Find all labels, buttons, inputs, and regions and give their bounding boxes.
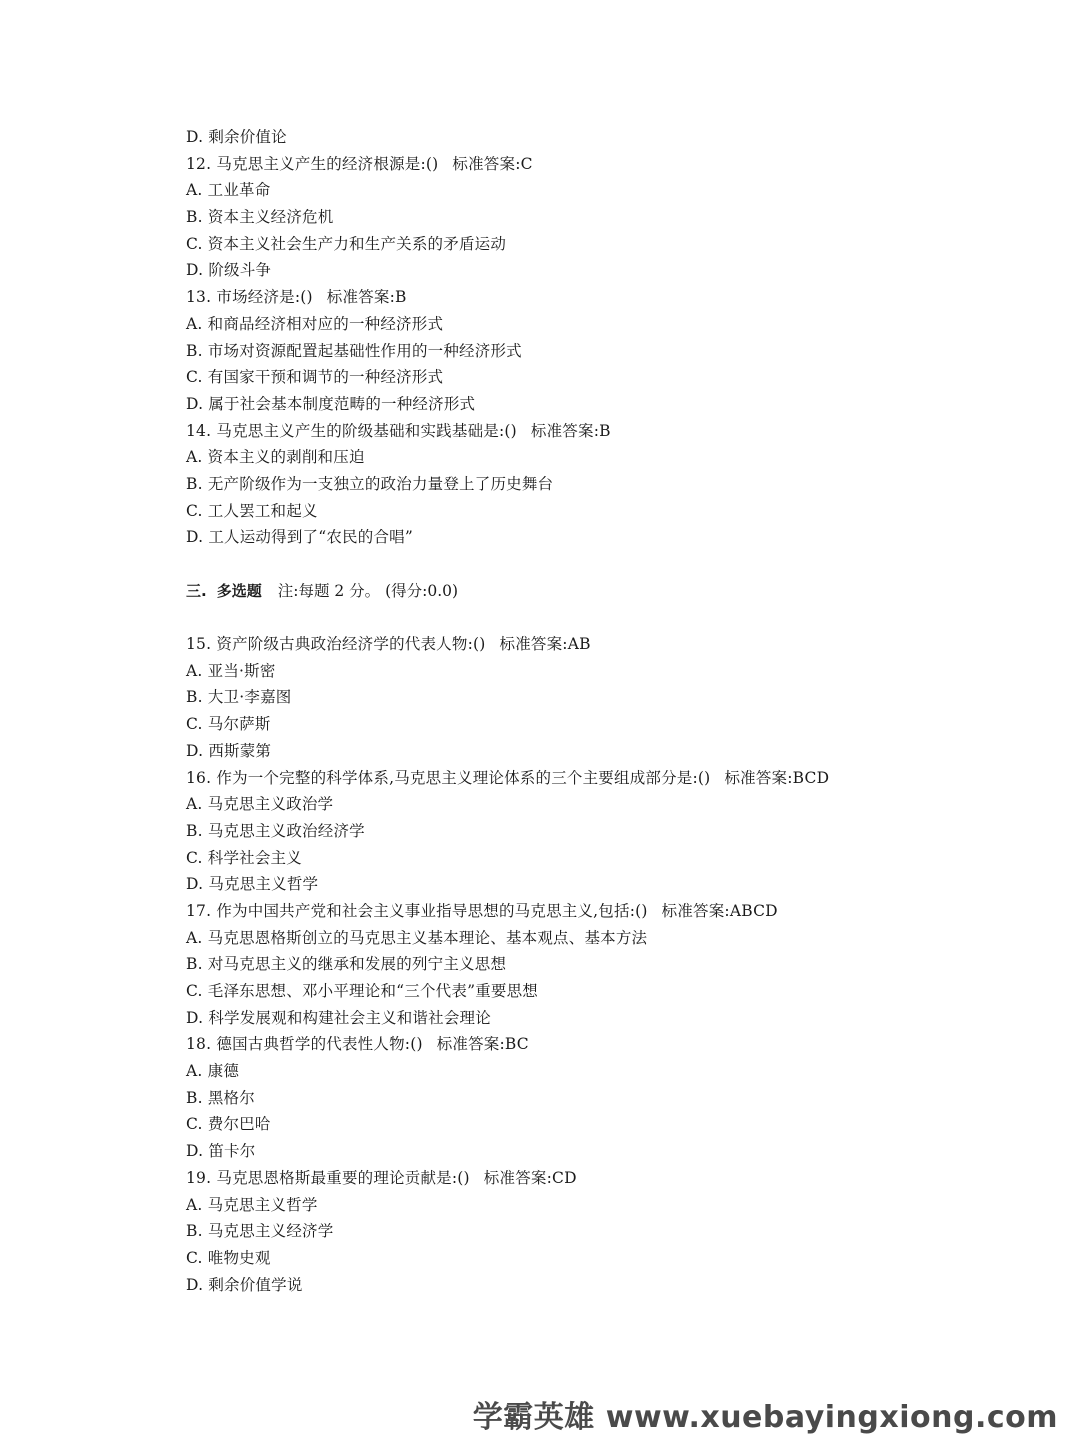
- option-line: C. 工人罢工和起义: [186, 501, 318, 520]
- standard-answer: 标准答案:BC: [436, 1035, 529, 1054]
- question-line: [186, 898, 1006, 925]
- questions-part-before-section: [186, 124, 1006, 551]
- option-line: A. 资本主义的剥削和压迫: [186, 448, 365, 467]
- question-line: [186, 765, 1006, 792]
- blank-line: [186, 604, 1006, 631]
- question-text: 16. 作为一个完整的科学体系,马克思主义理论体系的三个主要组成部分是:(): [186, 768, 711, 787]
- question-line: [186, 284, 1006, 311]
- question-text: 15. 资产阶级古典政治经济学的代表人物:(): [186, 635, 486, 654]
- option-line: A. 马克思恩格斯创立的马克思主义基本理论、基本观点、基本方法: [186, 928, 648, 947]
- option-line: D. 笛卡尔: [186, 1142, 256, 1161]
- option-line: B. 无产阶级作为一支独立的政治力量登上了历史舞台: [186, 474, 554, 493]
- option-line: C. 唯物史观: [186, 1248, 271, 1267]
- standard-answer: 标准答案:C: [452, 154, 533, 173]
- standard-answer: 标准答案:ABCD: [661, 901, 778, 920]
- site-watermark: 学霸英雄 www.xuebayingxiong.com: [472, 1400, 1058, 1435]
- option-line: A. 康德: [186, 1062, 240, 1081]
- option-line: D. 属于社会基本制度范畴的一种经济形式: [186, 394, 476, 413]
- question-line: [186, 1031, 1006, 1058]
- question-line: [186, 151, 1006, 178]
- question-text: 12. 马克思主义产生的经济根源是:(): [186, 154, 439, 173]
- option-line: A. 工业革命: [186, 181, 271, 200]
- option-line: C. 资本主义社会生产力和生产关系的矛盾运动: [186, 234, 507, 253]
- section-heading: [186, 578, 1006, 605]
- option-line: B. 市场对资源配置起基础性作用的一种经济形式: [186, 341, 522, 360]
- question-line: [186, 631, 1006, 658]
- standard-answer: 标准答案:CD: [483, 1168, 577, 1187]
- option-line: C. 马尔萨斯: [186, 715, 271, 734]
- standard-answer: 标准答案:B: [530, 421, 611, 440]
- option-line: D. 剩余价值论: [186, 128, 287, 146]
- option-line: C. 毛泽东思想、邓小平理论和“三个代表”重要思想: [186, 982, 539, 1000]
- question-text: 19. 马克思恩格斯最重要的理论贡献是:(): [186, 1168, 470, 1187]
- section-number: 三.: [186, 581, 207, 600]
- questions-part-after-section: [186, 631, 1006, 1298]
- standard-answer: 标准答案:AB: [499, 635, 591, 654]
- blank-line: [186, 551, 1006, 578]
- option-line: D. 西斯蒙第: [186, 741, 272, 760]
- section-title: 多选题: [216, 581, 262, 600]
- option-line: B. 黑格尔: [186, 1088, 255, 1107]
- question-line: [186, 418, 1006, 445]
- option-line: A. 马克思主义政治学: [186, 795, 334, 814]
- option-line: D. 马克思主义哲学: [186, 875, 319, 894]
- standard-answer: 标准答案:B: [326, 288, 407, 307]
- option-line: B. 大卫·李嘉图: [186, 688, 292, 707]
- question-text: 14. 马克思主义产生的阶级基础和实践基础是:(): [186, 421, 517, 440]
- question-text: 17. 作为中国共产党和社会主义事业指导思想的马克思主义,包括:(): [186, 901, 648, 920]
- option-line: D. 科学发展观和构建社会主义和谐社会理论: [186, 1008, 491, 1027]
- question-text: 18. 德国古典哲学的代表性人物:(): [186, 1035, 423, 1054]
- option-line: D. 工人运动得到了“农民的合唱”: [186, 528, 413, 547]
- question-line: [186, 1165, 1006, 1192]
- option-line: D. 阶级斗争: [186, 261, 272, 280]
- question-text: 13. 市场经济是:(): [186, 288, 313, 307]
- option-line: C. 费尔巴哈: [186, 1115, 271, 1134]
- option-line: C. 科学社会主义: [186, 848, 302, 867]
- document-content: [186, 124, 1006, 1298]
- option-line: B. 资本主义经济危机: [186, 208, 334, 227]
- option-line: C. 有国家干预和调节的一种经济形式: [186, 368, 444, 387]
- standard-answer: 标准答案:BCD: [724, 768, 830, 787]
- option-line: A. 和商品经济相对应的一种经济形式: [186, 314, 444, 333]
- option-line: D. 剩余价值学说: [186, 1275, 303, 1294]
- option-line: A. 亚当·斯密: [186, 661, 276, 680]
- option-line: B. 马克思主义政治经济学: [186, 821, 365, 840]
- option-line: B. 马克思主义经济学: [186, 1222, 334, 1241]
- option-line: B. 对马克思主义的继承和发展的列宁主义思想: [186, 955, 507, 974]
- option-line: A. 马克思主义哲学: [186, 1195, 318, 1214]
- section-note: 注:每题 2 分。 (得分:0.0): [277, 581, 459, 600]
